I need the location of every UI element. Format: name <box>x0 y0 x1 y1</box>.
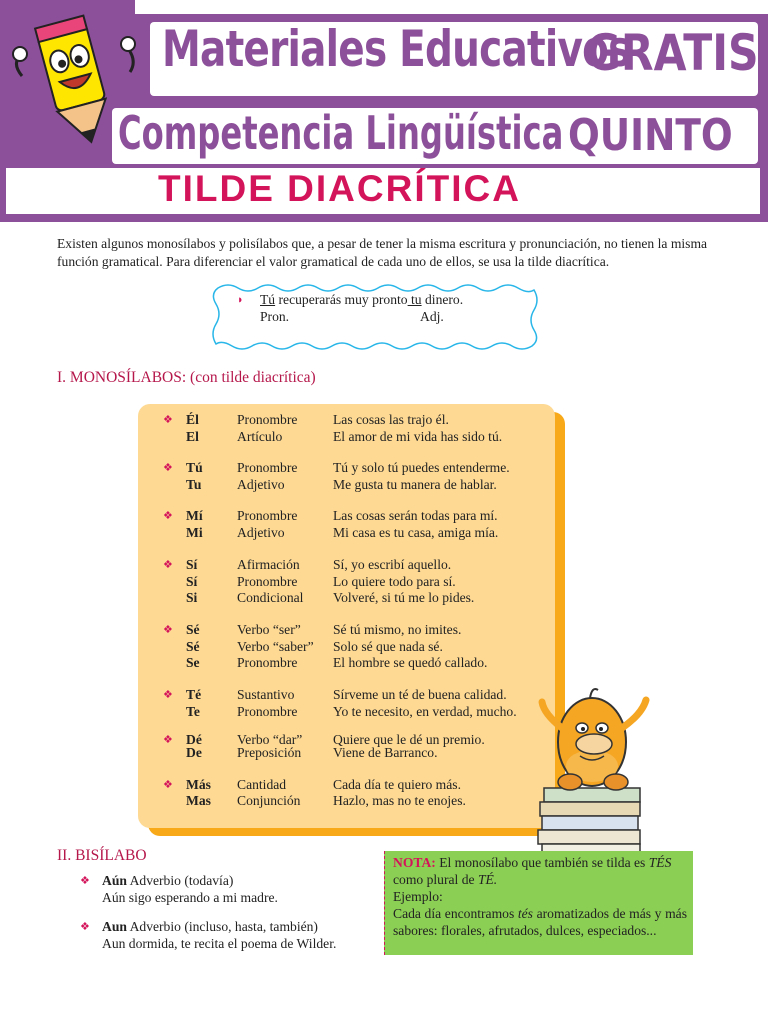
note-example-1: Cada día encontramos <box>393 906 518 921</box>
row-category: Cantidad <box>237 777 287 792</box>
row-category: Pronombre <box>237 508 298 523</box>
row-example: Volveré, si tú me lo pides. <box>333 590 475 605</box>
row-category: Preposición <box>237 745 302 760</box>
banner-subtitle: Competencia Lingüística <box>118 106 564 160</box>
note-example-label: Ejemplo: <box>393 889 443 904</box>
row-category: Adjetivo <box>237 525 285 540</box>
row-example: Sé tú mismo, no imites. <box>333 622 462 637</box>
banner-grade: QUINTO <box>568 110 733 161</box>
diamond-bullet-icon: ❖ <box>80 921 90 933</box>
row-word: El <box>186 429 199 444</box>
row-category: Verbo “ser” <box>237 622 301 637</box>
row-word: Mi <box>186 525 203 540</box>
row-word: Sí <box>186 557 198 572</box>
row-category: Artículo <box>237 429 283 444</box>
row-word: Mas <box>186 793 211 808</box>
note-word-tes: TÉS <box>648 855 672 870</box>
row-category: Adjetivo <box>237 477 285 492</box>
bisilabo-example: Aun dormida, te recita el poema de Wilder. <box>102 936 337 951</box>
note-text-1: El monosílabo que también se tilda es <box>435 855 649 870</box>
diamond-bullet-icon: ❖ <box>163 779 173 791</box>
intro-paragraph: Existen algunos monosílabos y polisílabos que, a pesar de tener la misma escritura y pronunciación, no tienen la misma función gramatical. Para diferenciar el valor gramatical de cada uno de ellos, se usa la tilde diacrítica. <box>57 236 708 269</box>
banner-gratis: GRATIS <box>586 24 759 82</box>
row-example: Lo quiere todo para sí. <box>333 574 456 589</box>
row-example: Tú y solo tú puedes entenderme. <box>333 460 510 475</box>
example-text-end: dinero. <box>421 292 464 307</box>
row-word: Sí <box>186 574 198 589</box>
row-example: Yo te necesito, en verdad, mucho. <box>333 704 517 719</box>
row-example: Sí, yo escribí aquello. <box>333 557 452 572</box>
row-example: El amor de mi vida has sido tú. <box>333 429 503 444</box>
bisilabo-meaning: Adverbio (incluso, hasta, también) <box>126 919 318 934</box>
bisilabo-item-1 <box>102 872 278 906</box>
diamond-bullet-icon: ❖ <box>163 624 173 636</box>
diamond-bullet-icon: ❖ <box>163 734 173 746</box>
diamond-bullet-icon: ❖ <box>163 510 173 522</box>
row-example: Mi casa es tu casa, amiga mía. <box>333 525 499 540</box>
bisilabo-example: Aún sigo esperando a mi madre. <box>102 890 278 905</box>
row-category: Pronombre <box>237 574 298 589</box>
row-word: De <box>186 745 202 760</box>
row-example: Quiere que le dé un premio. <box>333 732 485 747</box>
row-word: Te <box>186 704 200 719</box>
row-word: Tu <box>186 477 202 492</box>
row-category: Condicional <box>237 590 304 605</box>
diamond-bullet-icon: ❖ <box>163 689 173 701</box>
row-category: Pronombre <box>237 655 298 670</box>
row-word: Más <box>186 777 211 792</box>
note-text <box>393 854 687 939</box>
example-label-pron: Pron. <box>260 309 290 324</box>
row-example: El hombre se quedó callado. <box>333 655 488 670</box>
row-word: Él <box>186 412 199 427</box>
note-example-2: aromatizados de más y más sabores: florales, afrutados, dulces, especiados... <box>393 906 687 938</box>
row-category: Pronombre <box>237 704 298 719</box>
example-label-adj: Adj. <box>420 309 444 324</box>
row-example: Hazlo, mas no te enojes. <box>333 793 466 808</box>
note-label: NOTA: <box>393 855 436 870</box>
row-category: Verbo “dar” <box>237 732 303 747</box>
bisilabo-item-2 <box>102 918 336 952</box>
note-text-2: como plural de <box>393 872 478 887</box>
section-1-title: I. MONOSÍLABOS: (con tilde diacrítica) <box>57 369 316 386</box>
page-title: TILDE DIACRÍTICA <box>158 168 521 209</box>
row-example: Me gusta tu manera de hablar. <box>333 477 497 492</box>
example-word-2: tu <box>407 292 422 307</box>
row-example: Las cosas las trajo él. <box>333 412 449 427</box>
row-category: Verbo “saber” <box>237 639 314 654</box>
row-example: Solo sé que nada sé. <box>333 639 443 654</box>
diamond-bullet-icon: ❖ <box>163 414 173 426</box>
row-word: Dé <box>186 732 202 747</box>
mascot-on-books-icon <box>534 684 662 858</box>
banner-title: Materiales Educativos <box>162 20 631 78</box>
diamond-bullet-icon: ❖ <box>80 875 90 887</box>
row-word: Sé <box>186 639 200 654</box>
example-bullet-icon: ◗ <box>237 294 244 306</box>
row-word: Mí <box>186 508 203 523</box>
row-example: Las cosas serán todas para mí. <box>333 508 498 523</box>
row-category: Sustantivo <box>237 687 295 702</box>
row-category: Afirmación <box>237 557 300 572</box>
bisilabo-word: Aún <box>102 873 127 888</box>
pencil-mascot-icon <box>10 6 140 156</box>
bisilabo-meaning: Adverbio (todavía) <box>126 873 234 888</box>
diamond-bullet-icon: ❖ <box>163 559 173 571</box>
example-word-1: Tú <box>260 292 276 307</box>
row-word: Té <box>186 687 202 702</box>
row-word: Sé <box>186 622 200 637</box>
section-2-title: II. BISÍLABO <box>57 847 147 864</box>
banner-top-strip <box>135 0 768 14</box>
example-sentence <box>260 291 463 325</box>
row-word: Si <box>186 590 198 605</box>
row-category: Pronombre <box>237 460 298 475</box>
row-category: Conjunción <box>237 793 301 808</box>
diamond-bullet-icon: ❖ <box>163 462 173 474</box>
row-example: Cada día te quiero más. <box>333 777 461 792</box>
row-word: Tú <box>186 460 203 475</box>
row-example: Sírveme un té de buena calidad. <box>333 687 507 702</box>
note-word-tes-2: tés <box>517 906 533 921</box>
row-word: Se <box>186 655 200 670</box>
note-word-te: TÉ. <box>477 872 498 887</box>
row-category: Pronombre <box>237 412 298 427</box>
example-text-mid: recuperarás muy pronto <box>275 292 408 307</box>
bisilabo-word: Aun <box>102 919 127 934</box>
row-example: Viene de Barranco. <box>333 745 438 760</box>
